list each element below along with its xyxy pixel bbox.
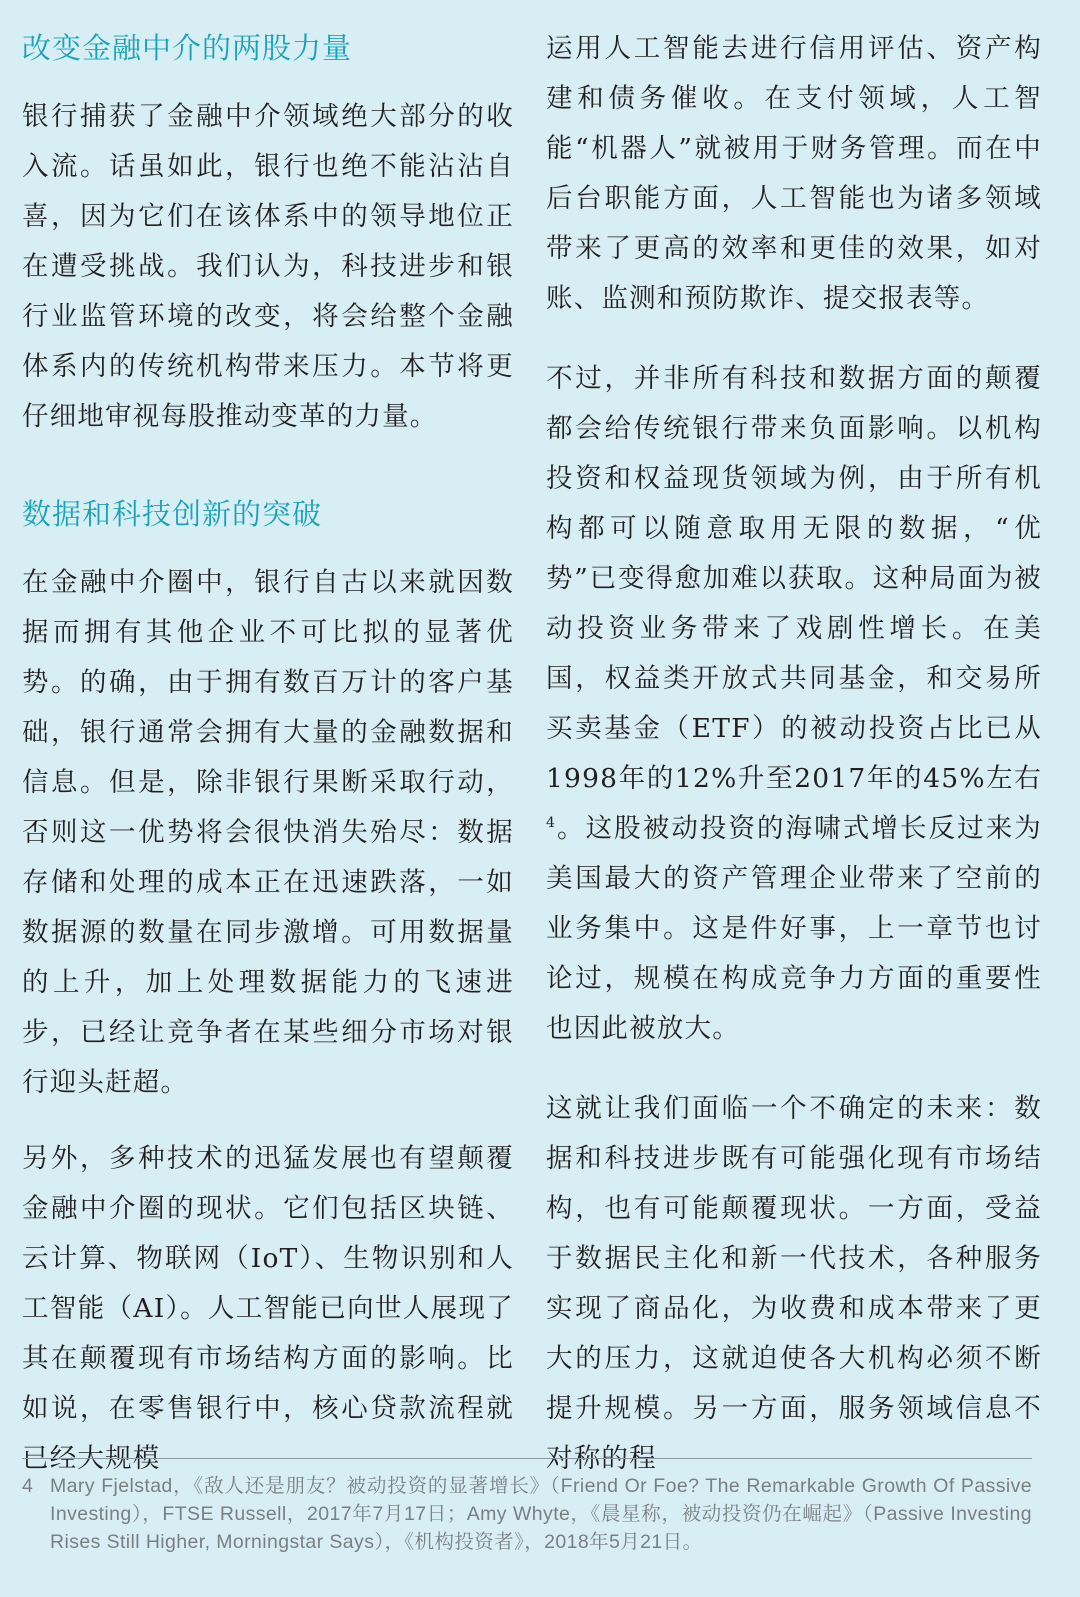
- left-column: [22, 24, 514, 1510]
- right-column: [546, 24, 1042, 1514]
- paragraph-passive-investing-part-b: 。这股被动投资的海啸式增长反过来为美国最大的资产管理企业带来了空前的业务集中。这是件好事，上一章节也讨论过，规模在构成竞争力方面的重要性也因此被放大。: [546, 813, 1042, 1044]
- paragraph-technologies: 另外，多种技术的迅猛发展也有望颠覆金融中介圈的现状。它们包括区块链、云计算、物联网（IoT）、生物识别和人工智能（AI）。人工智能已向世人展现了其在颠覆现有市场结构方面的影响。比如说，在零售银行中，核心贷款流程就已经大规模: [22, 1143, 514, 1474]
- paragraph-ai-uses: 运用人工智能去进行信用评估、资产构建和债务催收。在支付领域，人工智能“机器人”就被用于财务管理。而在中后台职能方面，人工智能也为诸多领域带来了更高的效率和更佳的效果，如对账、监测和预防欺诈、提交报表等。: [546, 33, 1042, 314]
- footnote-number: 4: [22, 1475, 34, 1497]
- paragraph-passive-investing: [546, 354, 1042, 1054]
- section-heading-forces: 改变金融中介的两股力量: [22, 31, 353, 65]
- footnote-divider: [22, 1458, 1032, 1459]
- footnote-reference[interactable]: 4: [546, 815, 557, 832]
- paragraph-intro: 银行捕获了金融中介领域绝大部分的收入流。话虽如此，银行也绝不能沾沾自喜，因为它们在该体系中的领导地位正在遭受挑战。我们认为，科技进步和银行业监管环境的改变，将会给整个金融体系内的传统机构带来压力。本节将更仔细地审视每股推动变革的力量。: [22, 101, 514, 432]
- section-heading-data-tech: 数据和科技创新的突破: [22, 497, 323, 531]
- paragraph-data-advantage: 在金融中介圈中，银行自古以来就因数据而拥有其他企业不可比拟的显著优势。的确，由于拥有数百万计的客户基础，银行通常会拥有大量的金融数据和信息。但是，除非银行果断采取行动，否则这一优势将会很快消失殆尽：数据存储和处理的成本正在迅速跌落，一如数据源的数量在同步激增。可用数据量的上升，加上处理数据能力的飞速进步，已经让竞争者在某些细分市场对银行迎头赶超。: [22, 567, 514, 1098]
- footnote: [22, 1472, 1032, 1556]
- footnote-text: Mary Fjelstad，《敌人还是朋友？被动投资的显著增长》（Friend Or Foe? The Remarkable Growth Of Passive Investing），FTSE Russell，2017年7月17日；Amy Whyte，《晨星称，被动投资仍在崛起》（Passive Investing Rises Still Higher, Morningstar Says），《机构投资者》，2018年5月21日。: [50, 1475, 1032, 1553]
- paragraph-uncertain-future: 这就让我们面临一个不确定的未来：数据和科技进步既有可能强化现有市场结构，也有可能颠覆现状。一方面，受益于数据民主化和新一代技术，各种服务实现了商品化，为收费和成本带来了更大的压力，这就迫使各大机构必须不断提升规模。另一方面，服务领域信息不对称的程: [546, 1093, 1042, 1474]
- paragraph-passive-investing-part-a: 不过，并非所有科技和数据方面的颠覆都会给传统银行带来负面影响。以机构投资和权益现货领域为例，由于所有机构都可以随意取用无限的数据，“优势”已变得愈加难以获取。这种局面为被动投资业务带来了戏剧性增长。在美国，权益类开放式共同基金，和交易所买卖基金（ETF）的被动投资占比已从1998年的12%升至2017年的45%左右: [546, 363, 1042, 794]
